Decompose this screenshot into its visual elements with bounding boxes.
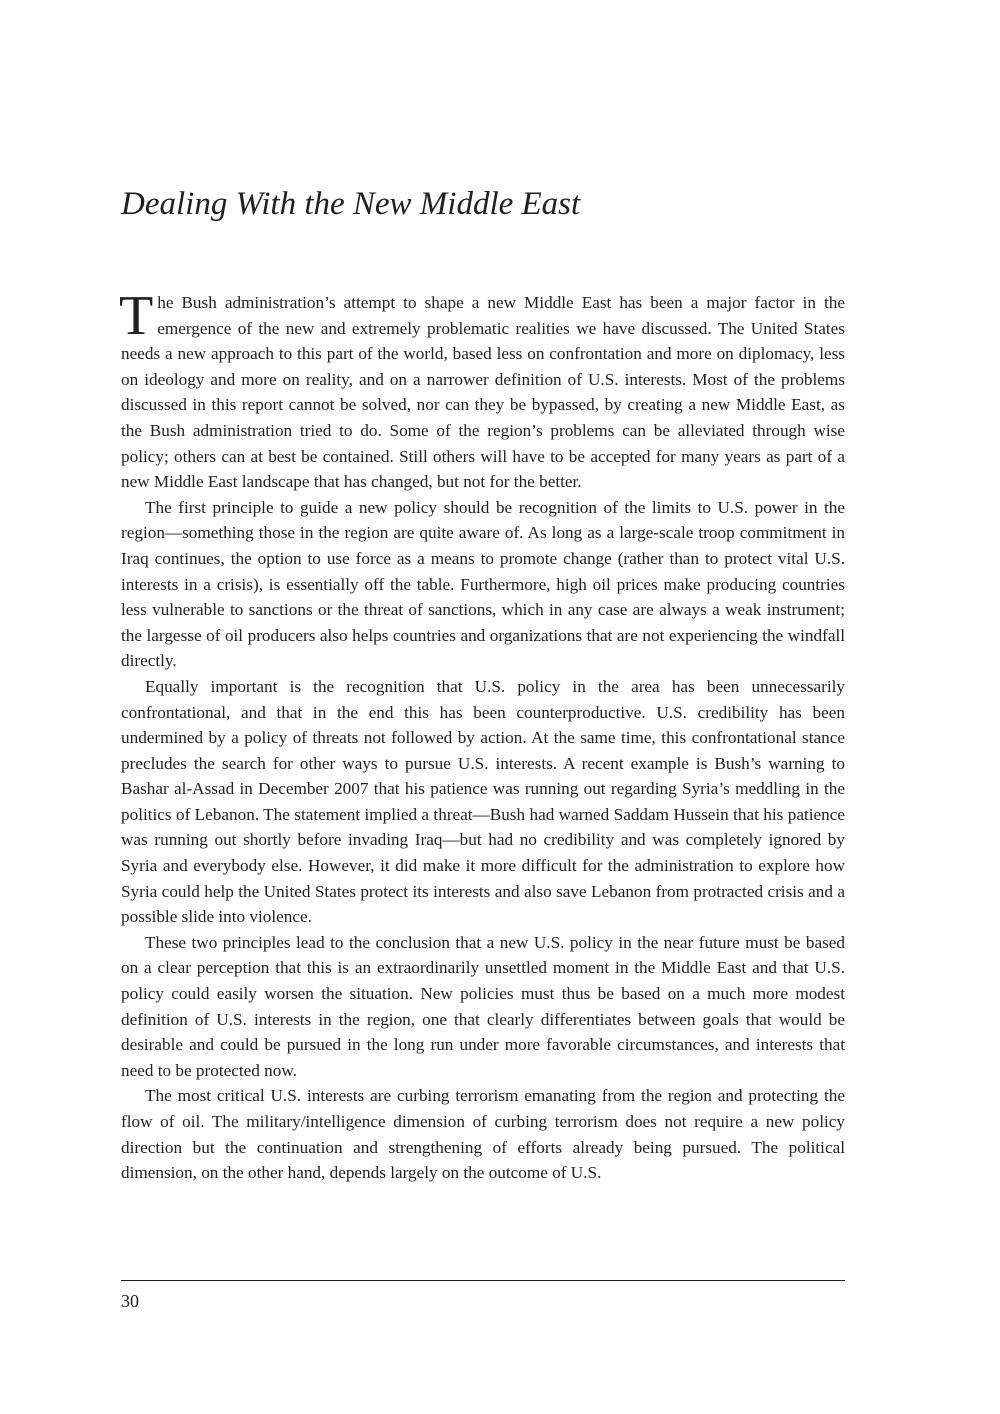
page-number: 30 — [121, 1291, 139, 1311]
body-text — [119, 285, 845, 1186]
footer-rule — [121, 1280, 845, 1281]
paragraph-1 — [119, 285, 845, 495]
paragraph-3: Equally important is the recognition that U.S. policy in the area has been unnecessarily confrontational, and that in the end this has been counterproductive. U.S. credibility has been undermined by a policy of threats not followed by action. At the same time, this confrontational stance precludes the search for other ways to pursue U.S. interests. A recent example is Bush’s warning to Bashar al-Assad in December 2007 that his patience was running out regarding Syria’s meddling in the politics of Lebanon. The statement implied a threat—Bush had warned Saddam Hussein that his patience was running out shortly before invading Iraq—but had no credibility and was completely ignored by Syria and everybody else. However, it did make it more difficult for the administration to explore how Syria could help the United States protect its interests and also save Lebanon from protracted crisis and a possible slide into violence. — [121, 676, 845, 927]
drop-cap: T — [119, 285, 154, 347]
paragraph-4: These two principles lead to the conclusion that a new U.S. policy in the near future must be based on a clear perception that this is an extraordinarily unsettled moment in the Middle East and that U.S. policy could easily worsen the situation. New policies must thus be based on a much more modest definition of U.S. interests in the region, one that clearly differentiates between goals that would be desirable and could be pursued in the long run under more favorable circumstances, and interests that need to be protected now. — [121, 932, 845, 1080]
chapter-title: Dealing With the New Middle East — [121, 186, 581, 222]
paragraph-5: The most critical U.S. interests are curbing terrorism emanating from the region and protecting the flow of oil. The military/intelligence dimension of curbing terrorism does not require a new policy direction but the continuation and strengthening of efforts already being pursued. The political dimension, on the other hand, depends largely on the outcome of U.S. — [121, 1086, 845, 1183]
paragraph-1-text: he Bush administration’s attempt to shape a new Middle East has been a major factor in the emergence of the new and extremely problematic realities we have discussed. The United States needs a new approach to this part of the world, based less on confrontation and more on diplomacy, less on ideology and more on reality, and on a narrower definition of U.S. interests. Most of the problems discussed in this report cannot be solved, nor can they be bypassed, by creating a new Middle East, as the Bush administration tried to do. Some of the region’s problems can be alleviated through wise policy; others can at best be contained. Still others will have to be accepted for many years as part of a new Middle East landscape that has changed, but not for the better. — [121, 293, 845, 492]
paragraph-2: The first principle to guide a new policy should be recognition of the limits to U.S. power in the region—something those in the region are quite aware of. As long as a large-scale troop commitment in Iraq continues, the option to use force as a means to promote change (rather than to protect vital U.S. interests in a crisis), is essentially off the table. Furthermore, high oil prices make producing countries less vulnerable to sanctions or the threat of sanctions, which in any case are always a weak instrument; the largesse of oil producers also helps countries and organizations that are not experiencing the windfall directly. — [121, 497, 845, 671]
